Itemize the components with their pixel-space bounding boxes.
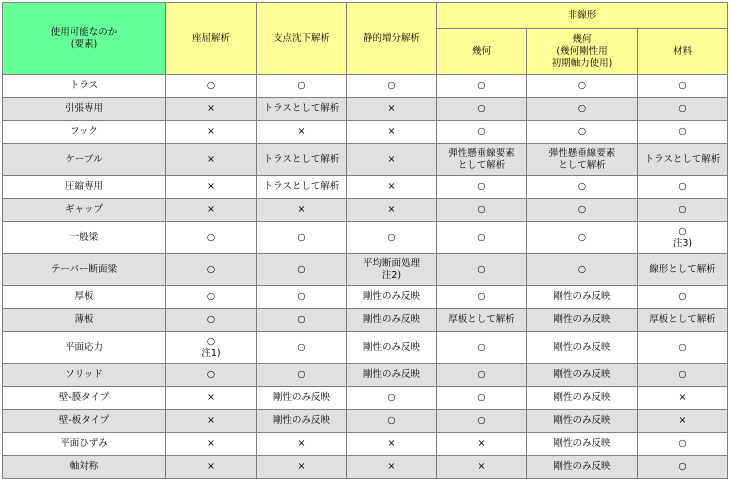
table-cell: 剛性のみ反映 (347, 286, 437, 309)
table-cell: ○ (527, 121, 638, 144)
table-cell: ○ (638, 176, 728, 199)
row-label: 平面応力 (3, 332, 166, 364)
table-cell: ○ (347, 75, 437, 98)
table-cell: 剛性のみ反映 (527, 309, 638, 332)
table-cell: ○ (257, 222, 347, 254)
table-cell: ○ 注3) (638, 222, 728, 254)
header-pushover: 静的増分解析 (347, 3, 437, 75)
table-cell: 剛性のみ反映 (527, 410, 638, 433)
table-cell: 剛性のみ反映 (347, 332, 437, 364)
table-cell: × (166, 410, 257, 433)
table-cell: × (638, 410, 728, 433)
table-row (3, 364, 728, 387)
row-label: 軸対称 (3, 456, 166, 479)
table-cell: 剛性のみ反映 (527, 387, 638, 410)
table-cell: ○ (638, 75, 728, 98)
header-support-settlement: 支点沈下解析 (257, 3, 347, 75)
table-cell: ○ (638, 199, 728, 222)
table-cell: ○ (166, 364, 257, 387)
table-row (3, 410, 728, 433)
row-label: 一般梁 (3, 222, 166, 254)
table-row (3, 222, 728, 254)
row-label: ソリッド (3, 364, 166, 387)
header-element-type: 使用可能なのか (要素) (3, 3, 166, 75)
table-cell: × (166, 176, 257, 199)
table-cell: 剛性のみ反映 (527, 433, 638, 456)
table-cell: ○ (257, 75, 347, 98)
table-cell: ○ (638, 364, 728, 387)
table-cell: ○ (638, 121, 728, 144)
table-cell: ○ (257, 254, 347, 286)
table-cell: ○ (347, 387, 437, 410)
table-cell: トラスとして解析 (638, 144, 728, 176)
table-cell: ○ (437, 222, 527, 254)
table-row (3, 286, 728, 309)
table-cell: ○ (166, 254, 257, 286)
table-row (3, 433, 728, 456)
row-label: 引張専用 (3, 98, 166, 121)
table-cell: × (257, 121, 347, 144)
table-cell: ○ (437, 254, 527, 286)
table-cell: 線形として解析 (638, 254, 728, 286)
table-cell: ○ 注1) (166, 332, 257, 364)
header-geometric-initial-force: 幾何 (幾何剛性用 初期軸力使用) (527, 29, 638, 75)
element-capability-table (2, 2, 728, 479)
table-cell: × (257, 199, 347, 222)
table-row (3, 332, 728, 364)
table-cell: ○ (437, 410, 527, 433)
table-cell: × (257, 433, 347, 456)
table-cell: トラスとして解析 (257, 144, 347, 176)
table-row (3, 309, 728, 332)
table-cell: 平均断面処理 注2) (347, 254, 437, 286)
table-cell: 剛性のみ反映 (257, 410, 347, 433)
table-cell: × (166, 144, 257, 176)
table-cell: × (347, 98, 437, 121)
table-cell: × (166, 433, 257, 456)
table-cell: トラスとして解析 (257, 98, 347, 121)
table-row (3, 199, 728, 222)
table-cell: ○ (527, 199, 638, 222)
table-cell: ○ (527, 222, 638, 254)
row-label: 圧縮専用 (3, 176, 166, 199)
table-cell: ○ (437, 75, 527, 98)
table-cell: 剛性のみ反映 (257, 387, 347, 410)
row-label: ギャップ (3, 199, 166, 222)
table-row (3, 176, 728, 199)
table-cell: × (347, 456, 437, 479)
table-cell: ○ (437, 98, 527, 121)
table-cell: 剛性のみ反映 (347, 364, 437, 387)
table-cell: ○ (257, 286, 347, 309)
table-cell: ○ (527, 75, 638, 98)
table-cell: ○ (638, 456, 728, 479)
row-label: フック (3, 121, 166, 144)
table-cell: × (347, 433, 437, 456)
table-cell: ○ (257, 332, 347, 364)
table-cell: 厚板として解析 (638, 309, 728, 332)
table-cell: ○ (437, 286, 527, 309)
table-cell: ○ (347, 222, 437, 254)
table-cell: × (347, 144, 437, 176)
table-cell: ○ (347, 410, 437, 433)
table-cell: × (347, 121, 437, 144)
table-cell: × (166, 121, 257, 144)
table-row (3, 121, 728, 144)
table-row (3, 98, 728, 121)
table-cell: × (347, 199, 437, 222)
row-label: テーパー断面梁 (3, 254, 166, 286)
row-label: 平面ひずみ (3, 433, 166, 456)
table-cell: 剛性のみ反映 (347, 309, 437, 332)
table-cell: ○ (257, 309, 347, 332)
table-cell: ○ (638, 332, 728, 364)
table-cell: ○ (437, 176, 527, 199)
table-cell: × (347, 176, 437, 199)
table-cell: トラスとして解析 (257, 176, 347, 199)
table-cell: 剛性のみ反映 (527, 286, 638, 309)
table-cell: × (638, 387, 728, 410)
table-cell: ○ (437, 121, 527, 144)
table-cell: ○ (527, 176, 638, 199)
row-label: 厚板 (3, 286, 166, 309)
table-cell: ○ (166, 286, 257, 309)
table-cell: ○ (166, 75, 257, 98)
table-cell: ○ (166, 309, 257, 332)
header-nonlinear-group: 非線形 (437, 3, 728, 29)
table-cell: 剛性のみ反映 (527, 332, 638, 364)
table-cell: 弾性懸垂線要素 として解析 (527, 144, 638, 176)
table-cell: 剛性のみ反映 (527, 364, 638, 387)
table-cell: ○ (638, 286, 728, 309)
table-cell: 剛性のみ反映 (527, 456, 638, 479)
table-row (3, 456, 728, 479)
row-label: 壁-膜タイプ (3, 387, 166, 410)
row-label: ケーブル (3, 144, 166, 176)
table-row (3, 387, 728, 410)
table-row (3, 254, 728, 286)
table-cell: × (437, 433, 527, 456)
table-cell: × (257, 456, 347, 479)
table-row (3, 144, 728, 176)
table-cell: ○ (257, 364, 347, 387)
header-material: 材料 (638, 29, 728, 75)
table-cell: ○ (166, 222, 257, 254)
table-cell: ○ (638, 98, 728, 121)
table-cell: ○ (527, 254, 638, 286)
header-buckling: 座屈解析 (166, 3, 257, 75)
table-cell: ○ (527, 98, 638, 121)
table-cell: 弾性懸垂線要素 として解析 (437, 144, 527, 176)
table-cell: ○ (437, 387, 527, 410)
header-geometric: 幾何 (437, 29, 527, 75)
table-cell: ○ (638, 433, 728, 456)
table-cell: ○ (437, 364, 527, 387)
table-cell: 厚板として解析 (437, 309, 527, 332)
table-row (3, 75, 728, 98)
row-label: トラス (3, 75, 166, 98)
table-cell: ○ (437, 332, 527, 364)
table-cell: × (166, 199, 257, 222)
table-cell: × (166, 387, 257, 410)
table-cell: ○ (437, 199, 527, 222)
row-label: 薄板 (3, 309, 166, 332)
table-cell: × (166, 456, 257, 479)
row-label: 壁-板タイプ (3, 410, 166, 433)
table-cell: × (437, 456, 527, 479)
table-cell: × (166, 98, 257, 121)
